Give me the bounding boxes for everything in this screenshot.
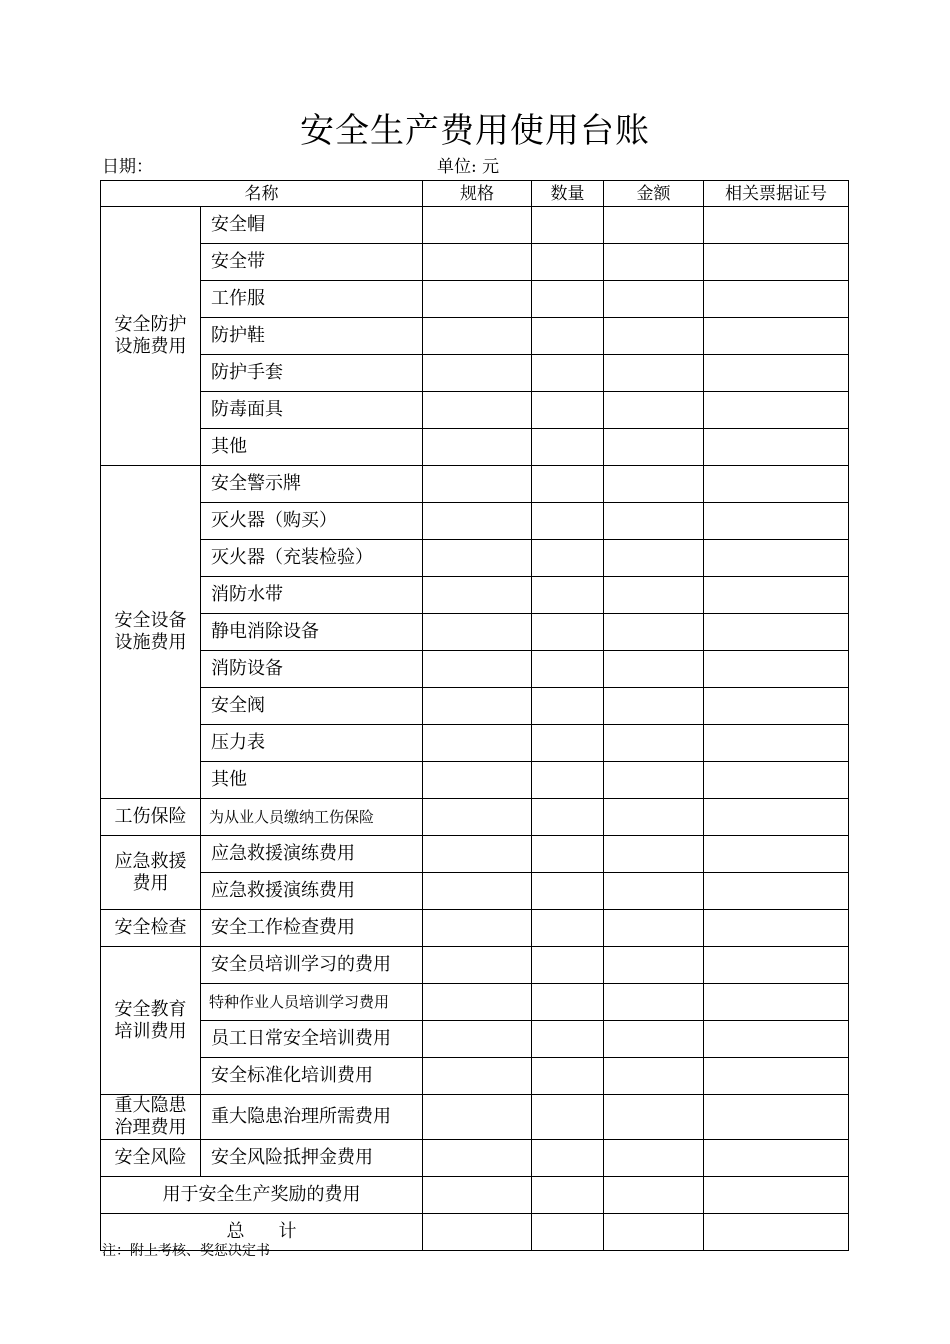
- category-cell: 安全教育 培训费用: [101, 947, 201, 1095]
- header-row: [101, 181, 849, 207]
- receipt-cell[interactable]: [704, 984, 849, 1021]
- table-row: [101, 577, 849, 614]
- receipt-cell[interactable]: [704, 836, 849, 873]
- spec-cell[interactable]: [423, 1177, 532, 1214]
- item-name-cell: 安全员培训学习的费用: [201, 947, 423, 984]
- table-row: [101, 688, 849, 725]
- spec-cell[interactable]: [423, 577, 532, 614]
- item-name-cell: 其他: [201, 429, 423, 466]
- item-name-cell: 防护手套: [201, 355, 423, 392]
- amount-cell[interactable]: [604, 688, 704, 725]
- receipt-cell[interactable]: [704, 503, 849, 540]
- spec-cell[interactable]: [423, 1140, 532, 1177]
- quantity-cell[interactable]: [532, 207, 604, 244]
- item-name-cell: 消防设备: [201, 651, 423, 688]
- total-label-left: 总: [226, 1221, 245, 1242]
- table-row: [101, 984, 849, 1021]
- table-row: [101, 429, 849, 466]
- table-row: [101, 947, 849, 984]
- spec-cell[interactable]: [423, 910, 532, 947]
- table-row: [101, 1058, 849, 1095]
- quantity-cell[interactable]: [532, 1177, 604, 1214]
- category-cell: 安全防护 设施费用: [101, 207, 201, 466]
- item-name-cell: 特种作业人员培训学习费用: [201, 984, 423, 1021]
- table-row: [101, 318, 849, 355]
- item-name-cell: 防毒面具: [201, 392, 423, 429]
- quantity-cell[interactable]: [532, 355, 604, 392]
- receipt-cell[interactable]: [704, 318, 849, 355]
- table-row: [101, 1095, 849, 1140]
- table-row: [101, 1140, 849, 1177]
- quantity-cell[interactable]: [532, 540, 604, 577]
- receipt-cell[interactable]: [704, 651, 849, 688]
- receipt-cell[interactable]: [704, 1095, 849, 1140]
- item-name-cell: 应急救援演练费用: [201, 873, 423, 910]
- quantity-cell[interactable]: [532, 577, 604, 614]
- spec-cell[interactable]: [423, 503, 532, 540]
- spec-cell[interactable]: [423, 651, 532, 688]
- item-name-cell: 防护鞋: [201, 318, 423, 355]
- receipt-cell[interactable]: [704, 688, 849, 725]
- amount-cell[interactable]: [604, 947, 704, 984]
- expense-ledger-table: [100, 180, 849, 1251]
- amount-cell[interactable]: [604, 799, 704, 836]
- reward-label-cell: 用于安全生产奖励的费用: [101, 1177, 423, 1214]
- spec-cell[interactable]: [423, 947, 532, 984]
- receipt-cell[interactable]: [704, 429, 849, 466]
- quantity-cell[interactable]: [532, 688, 604, 725]
- item-name-cell: 安全标准化培训费用: [201, 1058, 423, 1095]
- receipt-cell[interactable]: [704, 1021, 849, 1058]
- receipt-cell[interactable]: [704, 873, 849, 910]
- receipt-cell[interactable]: [704, 614, 849, 651]
- table-row: [101, 281, 849, 318]
- table-row: [101, 836, 849, 873]
- spec-cell[interactable]: [423, 318, 532, 355]
- receipt-cell[interactable]: [704, 281, 849, 318]
- quantity-cell[interactable]: [532, 1095, 604, 1140]
- total-label-right: 计: [278, 1221, 297, 1242]
- amount-cell[interactable]: [604, 836, 704, 873]
- quantity-cell[interactable]: [532, 281, 604, 318]
- item-name-cell: 员工日常安全培训费用: [201, 1021, 423, 1058]
- quantity-cell[interactable]: [532, 762, 604, 799]
- receipt-cell[interactable]: [704, 207, 849, 244]
- table-row: [101, 614, 849, 651]
- quantity-cell[interactable]: [532, 466, 604, 503]
- spec-cell[interactable]: [423, 614, 532, 651]
- table-row: [101, 873, 849, 910]
- amount-cell[interactable]: [604, 577, 704, 614]
- item-name-cell: 工作服: [201, 281, 423, 318]
- footnote: 注：附上考核、奖惩决定书: [102, 1243, 270, 1259]
- amount-cell[interactable]: [604, 466, 704, 503]
- receipt-cell[interactable]: [704, 910, 849, 947]
- table-row: [101, 540, 849, 577]
- amount-cell[interactable]: [604, 429, 704, 466]
- amount-cell[interactable]: [604, 1177, 704, 1214]
- unit-label: 单位: 元: [437, 157, 500, 177]
- spec-cell[interactable]: [423, 836, 532, 873]
- amount-cell[interactable]: [604, 392, 704, 429]
- item-name-cell: 重大隐患治理所需费用: [201, 1095, 423, 1140]
- item-name-cell: 静电消除设备: [201, 614, 423, 651]
- amount-cell[interactable]: [604, 614, 704, 651]
- quantity-cell[interactable]: [532, 651, 604, 688]
- quantity-cell[interactable]: [532, 836, 604, 873]
- spec-cell[interactable]: [423, 873, 532, 910]
- amount-cell[interactable]: [604, 873, 704, 910]
- spec-cell[interactable]: [423, 207, 532, 244]
- spec-cell[interactable]: [423, 1021, 532, 1058]
- item-name-cell: 安全风险抵押金费用: [201, 1140, 423, 1177]
- receipt-cell[interactable]: [704, 1177, 849, 1214]
- receipt-cell[interactable]: [704, 1140, 849, 1177]
- amount-cell[interactable]: [604, 1095, 704, 1140]
- table-row: [101, 503, 849, 540]
- header-quantity: 数量: [532, 181, 604, 207]
- item-name-cell: 安全带: [201, 244, 423, 281]
- table-row: [101, 1021, 849, 1058]
- quantity-cell[interactable]: [532, 984, 604, 1021]
- spec-cell[interactable]: [423, 281, 532, 318]
- spec-cell[interactable]: [423, 355, 532, 392]
- item-name-cell: 安全帽: [201, 207, 423, 244]
- receipt-cell[interactable]: [704, 244, 849, 281]
- amount-cell[interactable]: [604, 984, 704, 1021]
- quantity-cell[interactable]: [532, 1140, 604, 1177]
- page-title: 安全生产费用使用台账: [300, 111, 650, 151]
- quantity-cell[interactable]: [532, 503, 604, 540]
- receipt-cell[interactable]: [704, 1214, 849, 1251]
- quantity-cell[interactable]: [532, 910, 604, 947]
- spec-cell[interactable]: [423, 1095, 532, 1140]
- table-row: [101, 355, 849, 392]
- amount-cell[interactable]: [604, 281, 704, 318]
- quantity-cell[interactable]: [532, 799, 604, 836]
- spec-cell[interactable]: [423, 799, 532, 836]
- ledger-body: [101, 181, 849, 1251]
- category-cell: 工伤保险: [101, 799, 201, 836]
- quantity-cell[interactable]: [532, 1021, 604, 1058]
- amount-cell[interactable]: [604, 540, 704, 577]
- quantity-cell[interactable]: [532, 873, 604, 910]
- item-name-cell: 灭火器（充装检验）: [201, 540, 423, 577]
- receipt-cell[interactable]: [704, 392, 849, 429]
- quantity-cell[interactable]: [532, 1214, 604, 1251]
- spec-cell[interactable]: [423, 244, 532, 281]
- receipt-cell[interactable]: [704, 799, 849, 836]
- table-row: [101, 207, 849, 244]
- spec-cell[interactable]: [423, 688, 532, 725]
- header-name: 名称: [101, 181, 423, 207]
- amount-cell[interactable]: [604, 318, 704, 355]
- item-name-cell: 安全警示牌: [201, 466, 423, 503]
- receipt-cell[interactable]: [704, 725, 849, 762]
- category-cell: 应急救援 费用: [101, 836, 201, 910]
- receipt-cell[interactable]: [704, 577, 849, 614]
- spec-cell[interactable]: [423, 725, 532, 762]
- spec-cell[interactable]: [423, 1214, 532, 1251]
- category-cell: 安全风险: [101, 1140, 201, 1177]
- table-row: [101, 244, 849, 281]
- receipt-cell[interactable]: [704, 1058, 849, 1095]
- reward-row: [101, 1177, 849, 1214]
- quantity-cell[interactable]: [532, 392, 604, 429]
- amount-cell[interactable]: [604, 244, 704, 281]
- amount-cell[interactable]: [604, 503, 704, 540]
- item-name-cell: 消防水带: [201, 577, 423, 614]
- amount-cell[interactable]: [604, 651, 704, 688]
- quantity-cell[interactable]: [532, 614, 604, 651]
- item-name-cell: 灭火器（购买）: [201, 503, 423, 540]
- quantity-cell[interactable]: [532, 725, 604, 762]
- quantity-cell[interactable]: [532, 1058, 604, 1095]
- table-row: [101, 651, 849, 688]
- category-cell: 安全设备 设施费用: [101, 466, 201, 799]
- spec-cell[interactable]: [423, 984, 532, 1021]
- spec-cell[interactable]: [423, 540, 532, 577]
- amount-cell[interactable]: [604, 355, 704, 392]
- amount-cell[interactable]: [604, 207, 704, 244]
- amount-cell[interactable]: [604, 910, 704, 947]
- spec-cell[interactable]: [423, 1058, 532, 1095]
- category-cell: 安全检查: [101, 910, 201, 947]
- item-name-cell: 为从业人员缴纳工伤保险: [201, 799, 423, 836]
- spec-cell[interactable]: [423, 429, 532, 466]
- table-row: [101, 762, 849, 799]
- amount-cell[interactable]: [604, 1058, 704, 1095]
- amount-cell[interactable]: [604, 762, 704, 799]
- header-amount: 金额: [604, 181, 704, 207]
- receipt-cell[interactable]: [704, 762, 849, 799]
- item-name-cell: 安全阀: [201, 688, 423, 725]
- table-row: [101, 910, 849, 947]
- amount-cell[interactable]: [604, 1214, 704, 1251]
- table-row: [101, 466, 849, 503]
- item-name-cell: 压力表: [201, 725, 423, 762]
- receipt-cell[interactable]: [704, 540, 849, 577]
- quantity-cell[interactable]: [532, 318, 604, 355]
- header-spec: 规格: [423, 181, 532, 207]
- quantity-cell[interactable]: [532, 429, 604, 466]
- header-receipt-number: 相关票据证号: [704, 181, 849, 207]
- item-name-cell: 安全工作检查费用: [201, 910, 423, 947]
- amount-cell[interactable]: [604, 725, 704, 762]
- date-label: 日期：: [102, 157, 153, 177]
- quantity-cell[interactable]: [532, 947, 604, 984]
- receipt-cell[interactable]: [704, 466, 849, 503]
- spec-cell[interactable]: [423, 466, 532, 503]
- amount-cell[interactable]: [604, 1021, 704, 1058]
- item-name-cell: 应急救援演练费用: [201, 836, 423, 873]
- receipt-cell[interactable]: [704, 355, 849, 392]
- spec-cell[interactable]: [423, 762, 532, 799]
- spec-cell[interactable]: [423, 392, 532, 429]
- table-row: [101, 725, 849, 762]
- table-row: [101, 392, 849, 429]
- table-row: [101, 799, 849, 836]
- category-cell: 重大隐患 治理费用: [101, 1095, 201, 1140]
- quantity-cell[interactable]: [532, 244, 604, 281]
- receipt-cell[interactable]: [704, 947, 849, 984]
- amount-cell[interactable]: [604, 1140, 704, 1177]
- item-name-cell: 其他: [201, 762, 423, 799]
